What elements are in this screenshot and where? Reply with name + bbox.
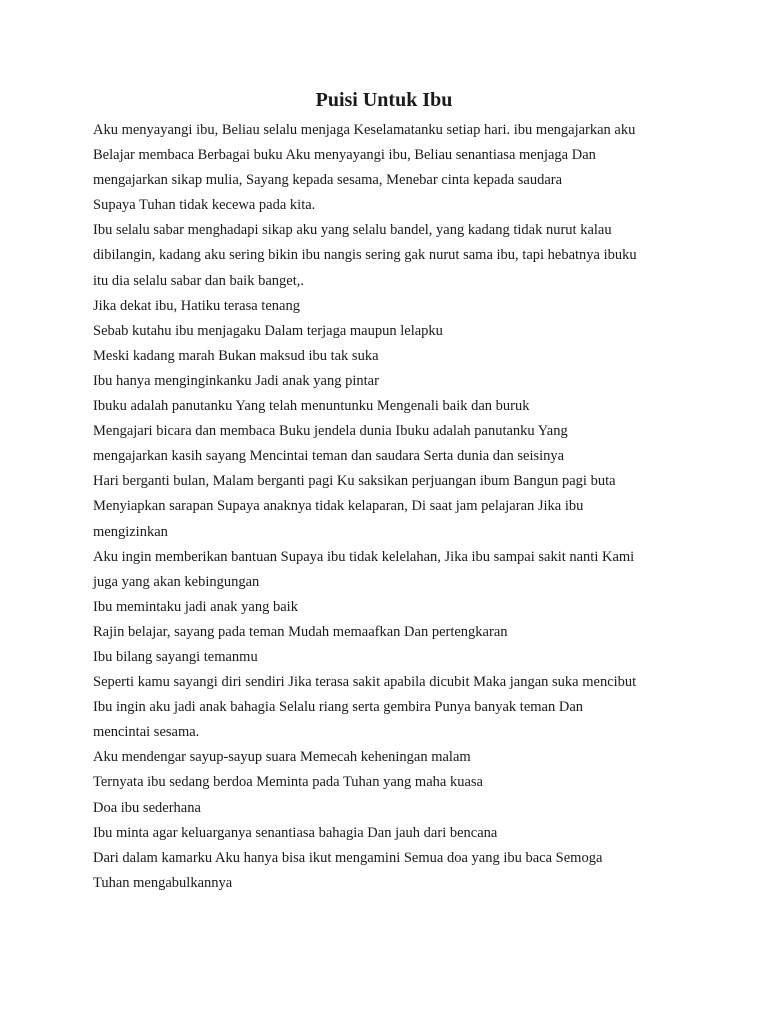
poem-line: Ibu memintaku jadi anak yang baik — [93, 598, 298, 615]
poem-line: Ternyata ibu sedang berdoa Meminta pada Tuhan yang maha kuasa — [93, 774, 483, 791]
poem-line: Dari dalam kamarku Aku hanya bisa ikut mengamini Semua doa yang ibu baca Semoga — [93, 849, 603, 866]
poem-line: Ibu selalu sabar menghadapi sikap aku yang selalu bandel, yang kadang tidak nurut kalau — [93, 222, 612, 239]
poem-line: itu dia selalu sabar dan baik banget,. — [93, 272, 304, 289]
poem-line: Ibu bilang sayangi temanmu — [93, 648, 258, 665]
poem-line: dibilangin, kadang aku sering bikin ibu nangis sering gak nurut sama ibu, tapi hebatnya ibuku — [93, 247, 637, 264]
poem-line: juga yang akan kebingungan — [93, 573, 260, 590]
poem-line: mencintai sesama. — [93, 724, 200, 741]
poem-line: Ibu ingin aku jadi anak bahagia Selalu riang serta gembira Punya banyak teman Dan — [93, 699, 584, 716]
poem-line: Menyiapkan sarapan Supaya anaknya tidak kelaparan, Di saat jam pelajaran Jika ibu — [93, 498, 584, 515]
poem-line: Ibu hanya menginginkanku Jadi anak yang pintar — [93, 372, 379, 389]
poem-line: Doa ibu sederhana — [93, 799, 201, 816]
poem-line: Hari berganti bulan, Malam berganti pagi Ku saksikan perjuangan ibum Bangun pagi buta — [93, 473, 616, 490]
poem-line: Ibu minta agar keluarganya senantiasa bahagia Dan jauh dari bencana — [93, 824, 498, 841]
poem-line: mengajarkan sikap mulia, Sayang kepada sesama, Menebar cinta kepada saudara — [93, 172, 563, 189]
poem-line: Supaya Tuhan tidak kecewa pada kita. — [93, 197, 316, 214]
poem-line: Aku menyayangi ibu, Beliau selalu menjaga Keselamatanku setiap hari. ibu mengajarkan aku — [93, 122, 636, 138]
document-title: Puisi Untuk Ibu — [315, 89, 453, 111]
poem-body — [93, 118, 693, 896]
poem-line: Aku ingin memberikan bantuan Supaya ibu tidak kelelahan, Jika ibu sampai sakit nanti Kami — [93, 548, 635, 565]
poem-line: Meski kadang marah Bukan maksud ibu tak suka — [93, 347, 379, 364]
poem-line: Mengajari bicara dan membaca Buku jendela dunia Ibuku adalah panutanku Yang — [93, 423, 568, 440]
poem-line: Tuhan mengabulkannya — [93, 874, 233, 891]
poem-line: Belajar membaca Berbagai buku Aku menyayangi ibu, Beliau senantiasa menjaga Dan — [93, 147, 596, 164]
poem-line: Seperti kamu sayangi diri sendiri Jika terasa sakit apabila dicubit Maka jangan suka mencibut — [93, 674, 637, 691]
poem-line: mengizinkan — [93, 523, 168, 540]
poem-line: Aku mendengar sayup-sayup suara Memecah keheningan malam — [93, 749, 471, 766]
poem-line: Sebab kutahu ibu menjagaku Dalam terjaga maupun lelapku — [93, 322, 443, 339]
poem-line: Rajin belajar, sayang pada teman Mudah memaafkan Dan pertengkaran — [93, 623, 508, 640]
poem-line: mengajarkan kasih sayang Mencintai teman dan saudara Serta dunia dan seisinya — [93, 448, 565, 465]
poem-line: Ibuku adalah panutanku Yang telah menuntunku Mengenali baik dan buruk — [93, 398, 530, 415]
poem-line: Jika dekat ibu, Hatiku terasa tenang — [93, 297, 300, 314]
